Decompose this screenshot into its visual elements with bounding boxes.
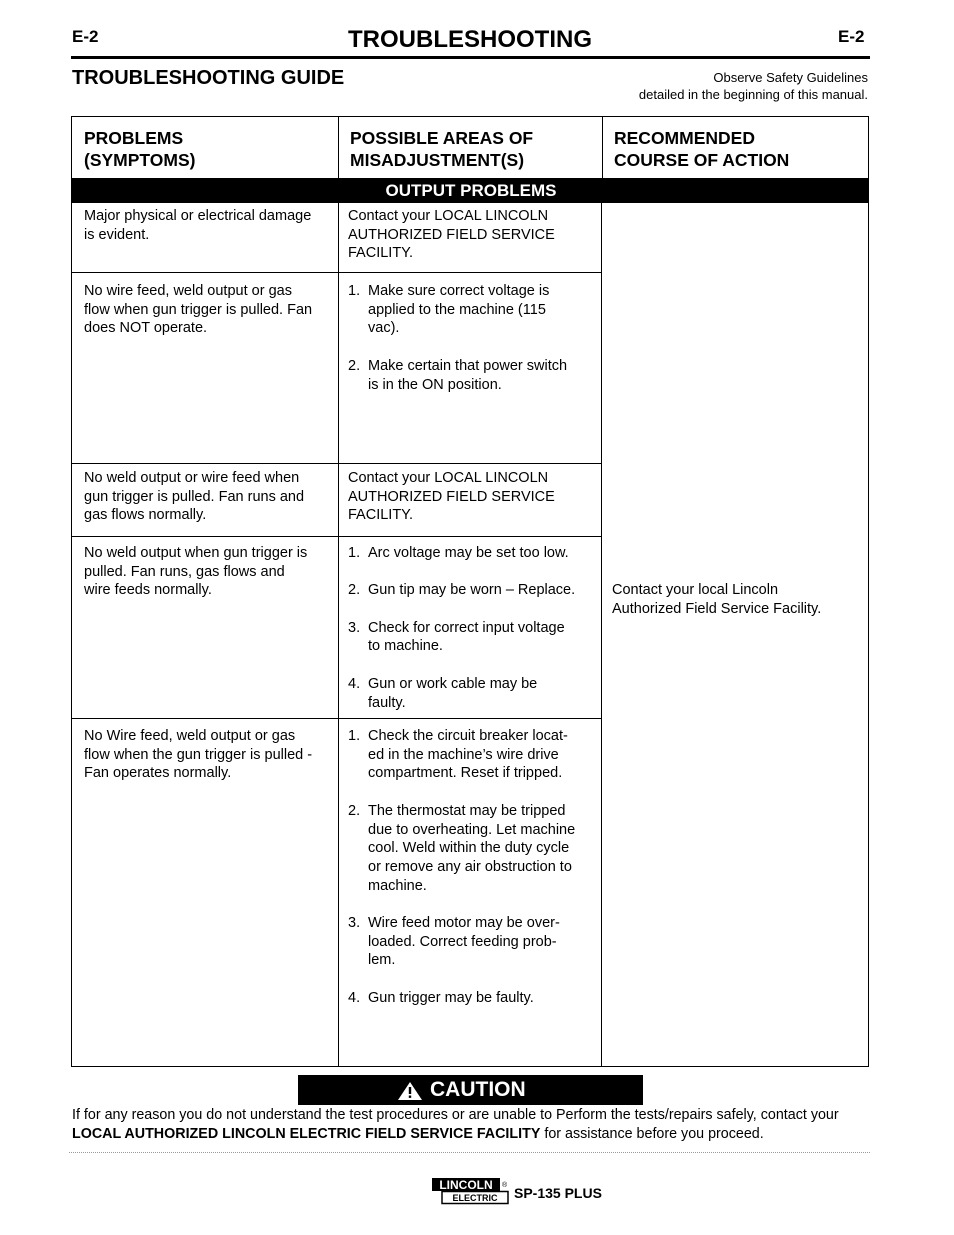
page-code-right: E-2 — [838, 27, 865, 46]
logo-text-top: LINCOLN — [439, 1178, 493, 1192]
caution-text-bold: LOCAL AUTHORIZED LINCOLN ELECTRIC FIELD SERVICE FACILITY — [72, 1126, 541, 1142]
column-divider — [338, 203, 339, 1066]
caution-banner — [298, 1075, 643, 1105]
column-divider — [601, 203, 602, 1066]
problem-line: No weld output or wire feed when — [84, 470, 300, 486]
model-name: SP-135 PLUS — [514, 1185, 602, 1201]
column-header-line: (SYMPTOMS) — [84, 150, 196, 170]
step-number: 3. — [348, 915, 361, 931]
caution-text-part: for assistance before you proceed. — [544, 1126, 764, 1142]
recommended-action — [612, 581, 862, 618]
step-line: Check for correct input voltage — [368, 619, 565, 636]
caution-text-part: If for any reason you do not understand the test procedures or are unable to Perform the tests/repairs safely, contact your — [72, 1107, 839, 1123]
problem-cell — [84, 544, 334, 600]
step-number: 3. — [348, 619, 361, 636]
step-line: Gun trigger may be faulty. — [368, 989, 534, 1006]
cause-step — [348, 675, 598, 712]
problem-line: No wire feed, weld output or gas — [84, 283, 292, 299]
cause-line: Contact your LOCAL LINCOLN — [348, 208, 549, 224]
column-header-line: RECOMMENDED — [614, 128, 755, 148]
cause-step — [348, 282, 598, 338]
column-header-line: PROBLEMS — [84, 128, 184, 148]
step-number: 2. — [348, 357, 361, 374]
step-number: 4. — [348, 675, 361, 692]
problem-line: Fan operates normally. — [84, 765, 232, 782]
column-divider — [338, 117, 339, 178]
step-number: 1. — [348, 728, 361, 744]
step-line: applied to the machine (115 — [368, 301, 546, 318]
step-line: ed in the machine’s wire drive — [368, 746, 559, 763]
step-line: faulty. — [368, 694, 406, 711]
problem-line: gas flows normally. — [84, 507, 207, 524]
step-line: lem. — [368, 952, 396, 969]
cause-cell — [348, 544, 598, 731]
step-line: Make sure correct voltage is — [368, 283, 550, 299]
troubleshooting-table — [71, 116, 869, 1067]
safety-note — [639, 69, 868, 103]
cause-step — [348, 357, 598, 394]
cause-cell — [348, 469, 598, 525]
row-divider — [72, 272, 602, 273]
row-divider — [72, 536, 602, 537]
lincoln-electric-logo — [431, 1176, 511, 1206]
guide-title: TROUBLESHOOTING GUIDE — [72, 67, 345, 89]
page-title: TROUBLESHOOTING — [348, 26, 592, 53]
logo-registered-mark: ® — [502, 1182, 508, 1189]
cause-line: AUTHORIZED FIELD SERVICE — [348, 488, 555, 505]
safety-note-line: detailed in the beginning of this manual. — [638, 87, 868, 102]
step-line: Gun tip may be worn – Replace. — [368, 582, 576, 599]
step-line: or remove any air obstruction to — [368, 858, 572, 875]
step-line: cool. Weld within the duty cycle — [368, 840, 570, 857]
step-line: to machine. — [368, 638, 443, 655]
cause-cell — [348, 282, 598, 413]
step-line: Make certain that power switch — [368, 357, 568, 374]
step-number: 4. — [348, 989, 361, 1006]
problem-cell — [84, 727, 334, 783]
problem-cell — [84, 207, 334, 244]
column-header-line: MISADJUSTMENT(S) — [350, 150, 525, 170]
step-line: compartment. Reset if tripped. — [368, 765, 563, 782]
page-code-left: E-2 — [72, 27, 99, 46]
problem-line: wire feeds normally. — [84, 582, 212, 599]
step-line: loaded. Correct feeding prob- — [368, 933, 557, 950]
cause-line: AUTHORIZED FIELD SERVICE — [348, 226, 555, 243]
problem-cell — [84, 469, 334, 525]
title-rule — [71, 56, 870, 59]
section-label: OUTPUT PROBLEMS — [385, 181, 557, 200]
cause-step — [348, 619, 598, 656]
warning-triangle-icon — [398, 1082, 422, 1100]
column-header-line: COURSE OF ACTION — [614, 150, 790, 170]
column-header-line: POSSIBLE AREAS OF — [350, 128, 534, 148]
step-line: Check the circuit breaker locat- — [368, 728, 568, 744]
footer-rule — [69, 1152, 870, 1153]
cause-step — [348, 989, 598, 1008]
problem-line: gun trigger is pulled. Fan runs and — [84, 488, 305, 505]
cause-line: Contact your LOCAL LINCOLN — [348, 470, 549, 486]
step-line: is in the ON position. — [368, 376, 502, 393]
cause-line: FACILITY. — [348, 507, 414, 524]
step-number: 1. — [348, 545, 361, 561]
caution-label: CAUTION — [430, 1078, 526, 1101]
caution-text — [72, 1106, 882, 1144]
column-header-misadjustments — [338, 117, 602, 178]
problem-line: No Wire feed, weld output or gas — [84, 728, 296, 744]
problem-line: is evident. — [84, 226, 150, 243]
cause-step — [348, 727, 598, 783]
action-line: Contact your local Lincoln — [612, 582, 779, 598]
step-number: 1. — [348, 283, 361, 299]
problem-line: flow when the gun trigger is pulled - — [84, 746, 313, 763]
section-bar — [72, 179, 868, 203]
cause-step — [348, 581, 598, 600]
problem-line: No weld output when gun trigger is — [84, 545, 308, 561]
step-line: Wire feed motor may be over- — [368, 915, 560, 931]
cause-cell — [348, 207, 598, 263]
problem-line: Major physical or electrical damage — [84, 208, 312, 224]
action-line: Authorized Field Service Facility. — [612, 600, 822, 617]
problem-cell — [84, 282, 334, 338]
problem-line: does NOT operate. — [84, 320, 208, 337]
step-line: vac). — [368, 320, 400, 337]
step-number: 2. — [348, 582, 361, 599]
step-line: Gun or work cable may be — [368, 675, 538, 692]
row-divider — [72, 463, 602, 464]
cause-step — [348, 802, 598, 896]
logo-text-bottom: ELECTRIC — [452, 1193, 498, 1203]
problem-line: pulled. Fan runs, gas flows and — [84, 563, 285, 580]
cause-line: FACILITY. — [348, 245, 414, 262]
problem-line: flow when gun trigger is pulled. Fan — [84, 301, 313, 318]
safety-note-line: Observe Safety Guidelines — [713, 70, 868, 85]
column-divider — [602, 117, 603, 178]
step-line: Arc voltage may be set too low. — [368, 545, 569, 561]
step-line: machine. — [368, 877, 427, 894]
column-header-problems — [72, 117, 338, 178]
step-line: due to overheating. Let machine — [368, 821, 576, 838]
cause-step — [348, 544, 598, 563]
step-line: The thermostat may be tripped — [368, 802, 566, 819]
cause-cell — [348, 727, 598, 1026]
step-number: 2. — [348, 802, 361, 819]
cause-step — [348, 914, 598, 970]
column-header-action — [602, 117, 868, 178]
